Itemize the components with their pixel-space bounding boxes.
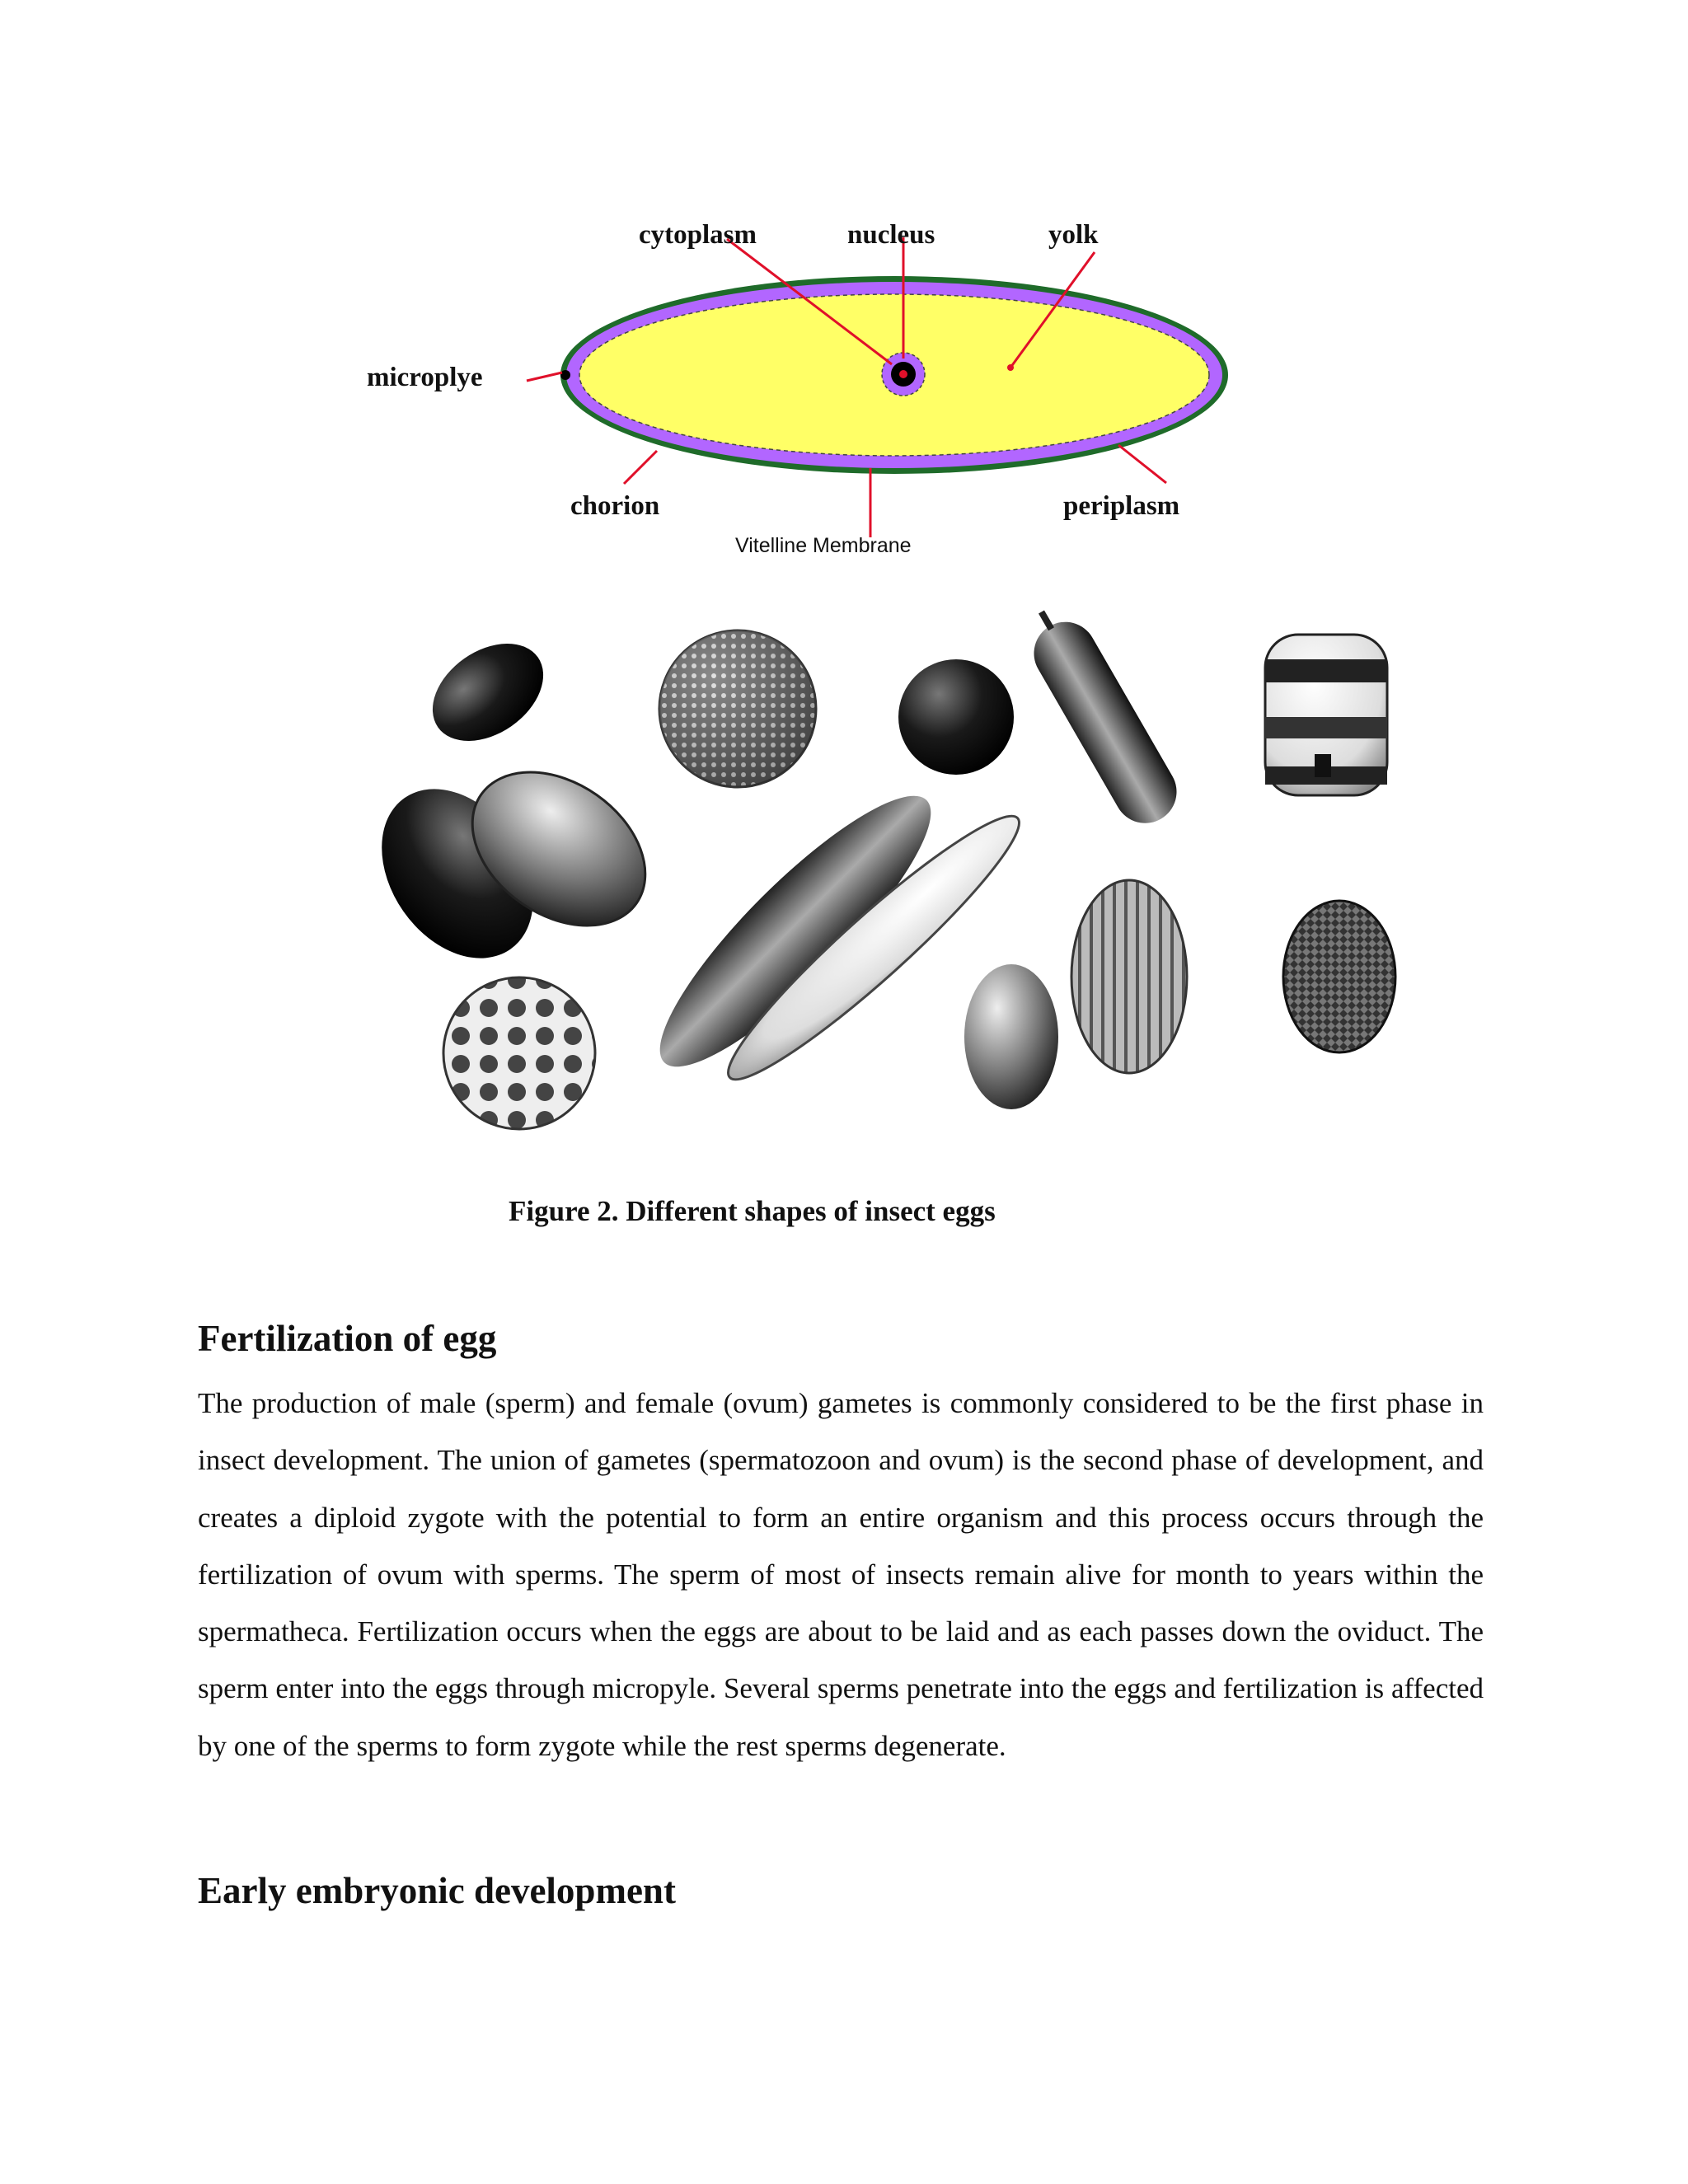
- label-yolk: yolk: [1048, 220, 1099, 250]
- egg-ribbed: [1071, 880, 1187, 1073]
- label-chorion: chorion: [570, 491, 660, 521]
- egg-oval-small: [964, 964, 1058, 1109]
- egg-structure-diagram: [346, 206, 1278, 569]
- egg-oval-dark: [415, 624, 562, 762]
- section-heading-fertilization: Fertilization of egg: [198, 1318, 497, 1359]
- egg-spherical-pitted: [443, 977, 595, 1129]
- label-microplye: microplye: [367, 363, 483, 392]
- label-nucleus: nucleus: [847, 220, 935, 250]
- label-cytoplasm: cytoplasm: [639, 220, 757, 250]
- section-heading-early-embryonic: Early embryonic development: [198, 1870, 676, 1911]
- label-vitelline-membrane: Vitelline Membrane: [735, 534, 912, 557]
- egg-barrel-banded: [1265, 635, 1387, 795]
- egg-elongate-dark: [1015, 602, 1189, 835]
- egg-round-dark: [898, 659, 1014, 775]
- insect-eggs-illustration: [363, 602, 1418, 1137]
- label-periplasm: periplasm: [1063, 491, 1180, 521]
- egg-oval-scaled: [1283, 901, 1395, 1052]
- figure-caption: Figure 2. Different shapes of insect eggs: [509, 1195, 996, 1227]
- micropyle-dot: [560, 370, 570, 380]
- section-body-fertilization: The production of male (sperm) and female (ovum) gametes is commonly considered to be the first phase in insect development. The union of gametes (spermatozoon and ovum) is the second phase of development, and creates a diploid zygote with the potential to form an entire organism and this process occurs through the fertilization of ovum with sperms. The sperm of most of insects remain alive for month to years within the spermatheca. Fertilization occurs when the eggs are about to be laid and as each passes down the oviduct. The sperm enter into the eggs through micropyle. Several sperms penetrate into the eggs and fertilization is affected by one of the sperms to form zygote while the rest sperms degenerate.: [198, 1387, 1484, 1762]
